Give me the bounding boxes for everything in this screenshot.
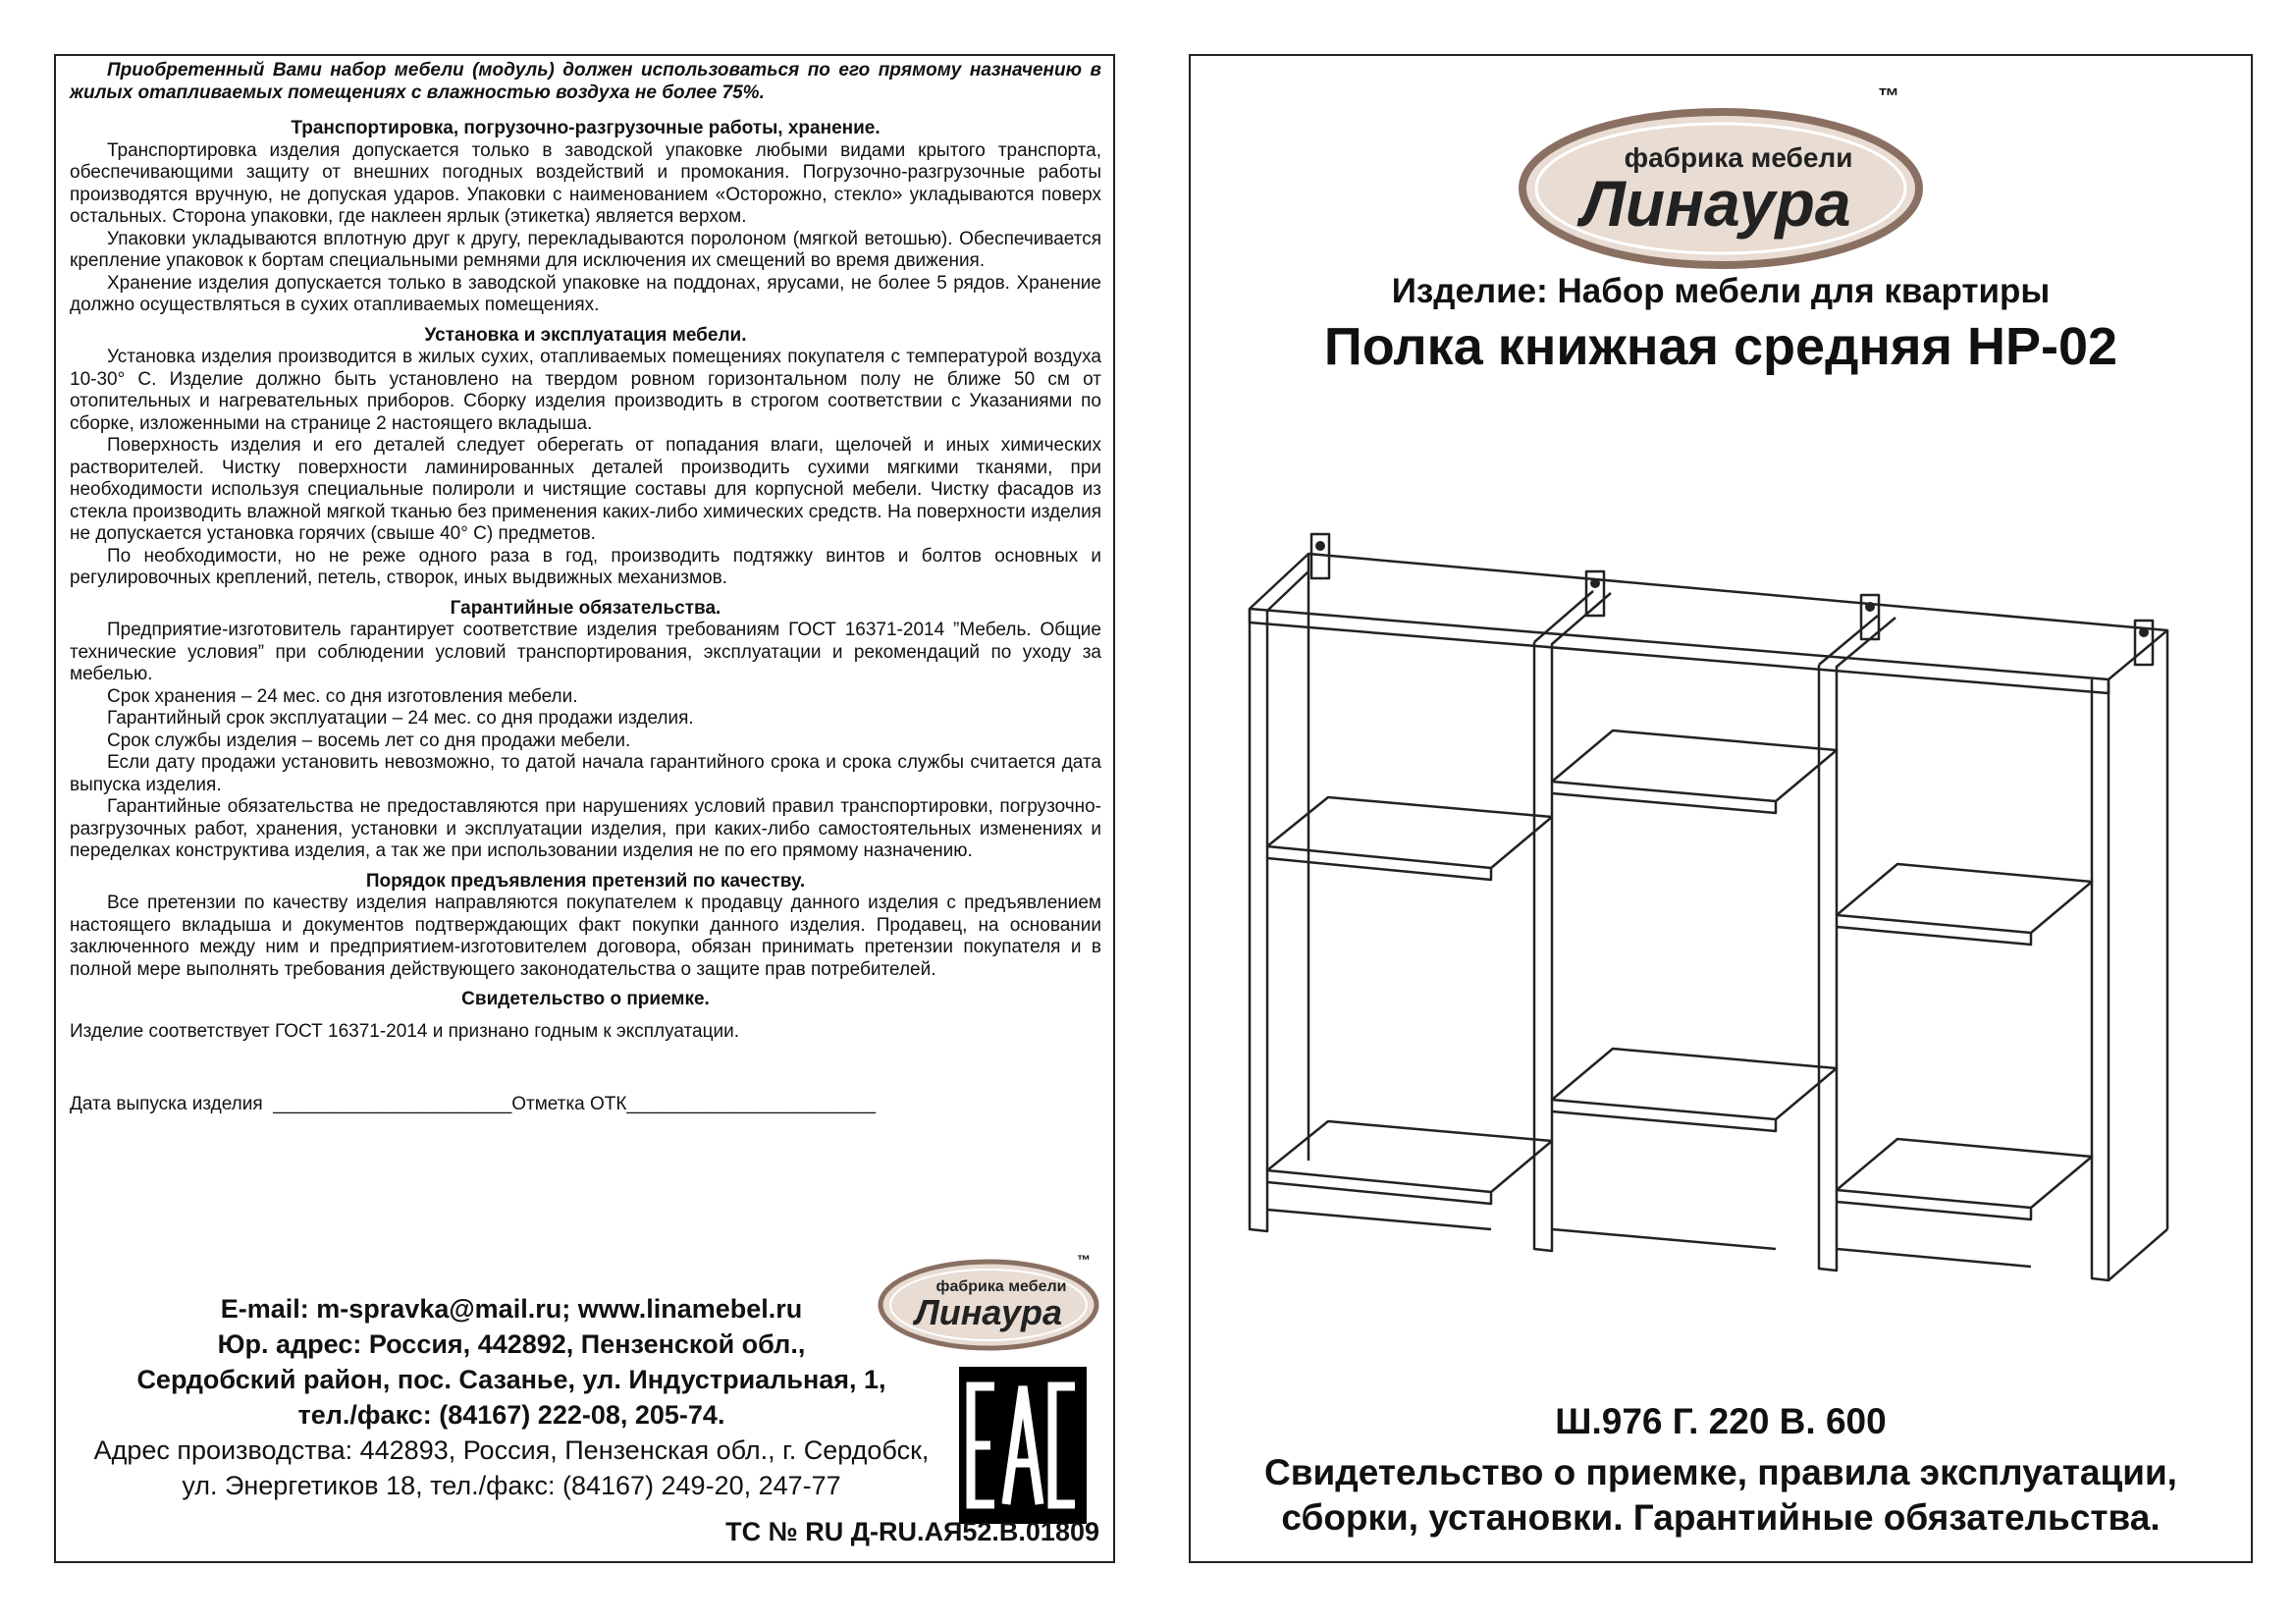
paragraph: Все претензии по качеству изделия направляются покупателем к продавцу данного изделия с предъявлением настоящего вкладыша и документов подтверждающих факт покупки данного изделия. Продавец, на основании заключенного между ним и предприятием-изготовителем договора, обязан принимать претензии покупателя и в полной мере выполнять требования действующего законодательства о защите прав потребителей. xyxy=(70,893,1101,980)
paragraph: Если дату продажи установить невозможно, то датой начала гарантийного срока и срока службы считается дата выпуска изделия. xyxy=(70,752,1101,795)
contact-email: E-mail: m-spravka@mail.ru; www.linamebel.ru xyxy=(220,1294,803,1324)
contact-phone: тел./факс: (84167) 222-08, 205-74. xyxy=(297,1400,725,1430)
svg-text:Линаура: Линаура xyxy=(1580,167,1851,240)
certificate-number: ТС № RU Д-RU.АЯ52.В.01809 xyxy=(725,1517,1099,1546)
svg-text:фабрика мебели: фабрика мебели xyxy=(1624,142,1853,173)
paragraph: Срок службы изделия – восемь лет со дня продажи мебели. xyxy=(107,730,631,751)
paragraph: Поверхность изделия и его деталей следует оберегать от попадания влаги, щелочей и иных химических растворителей. Чистку поверхности ламинированных деталей производить сухими мягкими тканями, при необходимости используя специальные полироли и чистящие составы для корпусной мебели. Чистку фасадов из стекла производить влажной мягкой тканью без применения каких-либо химических средств. На поверхности изделия не допускается установка горячих (свыше 40° С) предметов. xyxy=(70,435,1101,544)
paragraph: Предприятие-изготовитель гарантирует соответствие изделия требованиям ГОСТ 16371-2014 ”Мебель. Общие технические условия” при соблюдении условий транспортирования, эксплуатации и рекомендаций по уходу за мебелью. xyxy=(70,620,1101,684)
paragraph: Гарантийные обязательства не предоставляются при нарушениях условий правил транспортировки, погрузочно-разгрузочных работ, хранения, установки и эксплуатации изделия, при каких-либо самостоятельных изменениях и переделках конструктива изделия, а так же при использовании изделия не по его прямому назначению. xyxy=(70,796,1101,861)
section-title: Транспортировка, погрузочно-разгрузочные работы, хранение. xyxy=(291,118,881,138)
section-installation xyxy=(70,325,1101,590)
trademark-symbol: ™ xyxy=(1077,1252,1091,1268)
section-claims xyxy=(70,871,1101,982)
linaura-logo xyxy=(1515,100,1927,272)
contacts-block xyxy=(70,1291,953,1503)
paragraph: Упаковки укладываются вплотную друг к другу, перекладываются поролоном (мягкой ветошью). Обеспечивается крепление упаковок к бортам специальными ремнями для исключения их смещений во время движения. xyxy=(70,228,1101,271)
eac-mark-icon xyxy=(959,1367,1087,1524)
product-dimensions: Ш.976 Г. 220 В. 600 xyxy=(1555,1401,1887,1441)
contact-legal-address: Юр. адрес: Россия, 442892, Пензенской обл., xyxy=(217,1329,806,1359)
bookshelf-drawing xyxy=(1240,483,2212,1308)
release-date-fields: Дата выпуска изделия _______________________Отметка ОТК________________________ xyxy=(70,1094,877,1114)
subtitle-line: Свидетельство о приемке, правила эксплуатации, xyxy=(1264,1452,2177,1492)
product-title: Полка книжная средняя НР-02 xyxy=(1323,317,2118,376)
section-title: Порядок предъявления претензий по качеству. xyxy=(365,870,806,892)
left-page xyxy=(54,54,1115,1563)
trademark-symbol: ™ xyxy=(1878,83,1899,108)
acceptance-statement: Изделие соответствует ГОСТ 16371-2014 и признано годным к эксплуатации. xyxy=(70,1020,739,1042)
paragraph: Установка изделия производится в жилых сухих, отапливаемых помещениях покупателя с температурой воздуха 10-30° С. Изделие должно быть установлено на твердом ровном горизонтальном полу не ближе 50 см от отопительных и нагревательных приборов. Сборку изделия производить в строгом соответствии с Указаниями по сборке, изложенными на странице 2 настоящего вкладыша. xyxy=(70,347,1101,434)
section-warranty xyxy=(70,598,1101,863)
svg-text:Линаура: Линаура xyxy=(914,1292,1063,1332)
intro-text: Приобретенный Вами набор мебели (модуль) должен использоваться по его прямому назначению в жилых отапливаемых помещениях с влажностью воздуха не более 75%. xyxy=(70,60,1101,103)
section-transport xyxy=(70,118,1101,317)
product-line: Изделие: Набор мебели для квартиры xyxy=(1391,272,2051,310)
contact-legal-address-2: Сердобский район, пос. Сазанье, ул. Индустриальная, 1, xyxy=(136,1365,886,1394)
left-page-text xyxy=(70,60,1101,1116)
contact-production-address-2: ул. Энергетиков 18, тел./факс: (84167) 249-20, 247-77 xyxy=(182,1471,841,1500)
section-title: Установка и эксплуатация мебели. xyxy=(424,324,747,346)
right-page xyxy=(1189,54,2253,1563)
contact-production-address: Адрес производства: 442893, Россия, Пензенская обл., г. Сердобск, xyxy=(93,1435,930,1465)
section-title: Гарантийные обязательства. xyxy=(450,597,721,619)
section-title: Свидетельство о приемке. xyxy=(461,989,710,1009)
document-subtitle xyxy=(1191,1450,2251,1541)
section-acceptance xyxy=(70,989,1101,1011)
paragraph: Транспортировка изделия допускается только в заводской упаковке любыми видами крытого транспорта, обеспечивающими защиту от внешних погодных воздействий и промокания. Погрузочно-разгрузочные работы производятся вручную, не допуская ударов. Упаковки с наименованием «Осторожно, стекло» укладываются поверх остальных. Сторона упаковки, где наклеен ярлык (этикетка) является верхом. xyxy=(70,139,1101,227)
paragraph: По необходимости, но не реже одного раза в год, производить подтяжку винтов и болтов основных и регулировочных креплений, петель, створок, иных выдвижных механизмов. xyxy=(70,545,1101,588)
subtitle-line: сборки, установки. Гарантийные обязательства. xyxy=(1281,1497,2161,1538)
paragraph: Хранение изделия допускается только в заводской упаковке на поддонах, ярусами, не более 5 рядов. Хранение должно осуществляться в сухих отапливаемых помещениях. xyxy=(70,272,1101,315)
paragraph: Срок хранения – 24 мес. со дня изготовления мебели. xyxy=(107,685,578,707)
svg-text:фабрика мебели: фабрика мебели xyxy=(935,1278,1067,1295)
paragraph: Гарантийный срок эксплуатации – 24 мес. со дня продажи изделия. xyxy=(107,708,694,729)
